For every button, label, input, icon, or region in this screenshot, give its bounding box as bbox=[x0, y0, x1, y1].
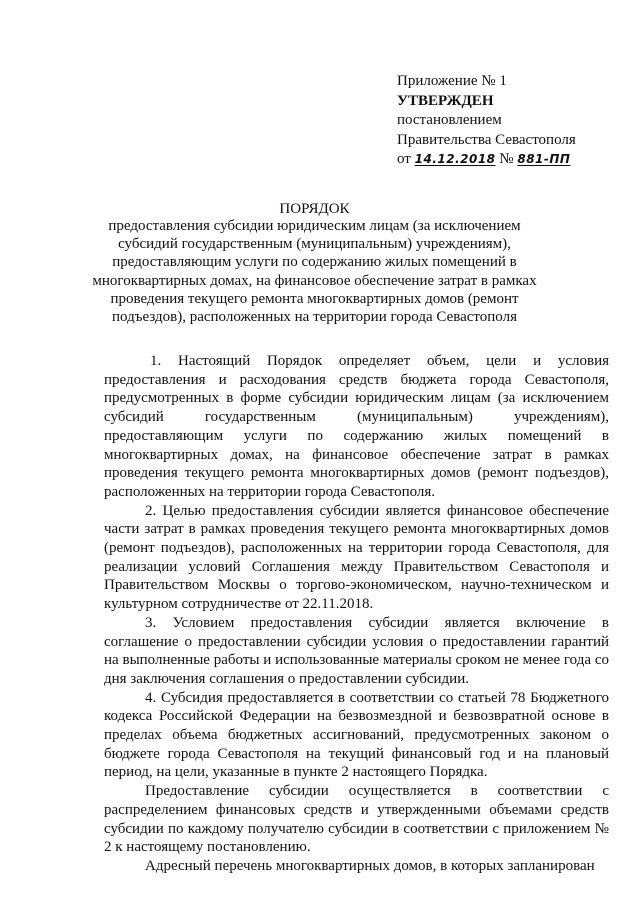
handwritten-number: 881-ПП bbox=[517, 152, 571, 167]
paragraph-address-list: Адресный перечень многоквартирных домов, в которых запланирован bbox=[145, 857, 595, 874]
paragraph-4-continued: Предоставление субсидии осуществляется в соответствии с распределением финансовых средств и утвержденными объемами средств субсидии по каждому получателю субсидии в соответствии с приложением № 2 к настоящему постановлению. bbox=[104, 783, 609, 856]
appendix-label: Приложение № 1 bbox=[397, 73, 507, 89]
paragraph-3: 3. Условием предоставления субсидии является включение в соглашение о предоставлении субсидии условия о предоставлении гарантий на выполненные работы и использованные материалы сроком не менее года со дня заключения соглашения о предоставлении субсидии. bbox=[104, 614, 609, 687]
date-prefix: от bbox=[397, 151, 411, 168]
document-subtitle: предоставления субсидии юридическим лицам (за исключением субсидий государственным (муниципальным) учреждениям), предоставляющим услуги по содержанию жилых помещений в многоквартирных домах, на финансовое обеспечение затрат в рамках проведения текущего ремонта многоквартирных домов (ремонт подъездов), расположенных на территории города Севастополя bbox=[92, 218, 537, 326]
handwritten-date: 14.12.2018 bbox=[414, 152, 496, 167]
document-title: ПОРЯДОК bbox=[279, 201, 350, 217]
approval-block bbox=[397, 72, 576, 170]
paragraph-2: 2. Целью предоставления субсидии является финансовое обеспечение части затрат в рамках проведения текущего ремонта многоквартирных домов (ремонт подъездов), расположенных на территории города Севастополя, для реализации условий Соглашения между Правительством Севастополя и Правительством Москвы о торгово-экономическом, научно-техническом и культурном сотрудничестве от 22.11.2018. bbox=[104, 502, 609, 613]
number-prefix: № bbox=[499, 151, 514, 168]
government-label: Правительства Севастополя bbox=[397, 131, 576, 148]
resolution-date-line bbox=[397, 150, 576, 170]
resolution-label: постановлением bbox=[397, 112, 502, 129]
paragraph-1: 1. Настоящий Порядок определяет объем, цели и условия предоставления и расходования средств бюджета города Севастополя, предусмотренных в форме субсидии юридическим лицам (за исключением субсидий государственным (муниципальным) учреждениям), предоставляющим услуги по содержанию жилых помещений в многоквартирных домах, на финансовое обеспечение затрат в рамках проведения текущего ремонта многоквартирных домов (ремонт подъездов), расположенных на территории города Севастополя. bbox=[104, 353, 609, 500]
paragraph-4: 4. Субсидия предоставляется в соответствии со статьей 78 Бюджетного кодекса Российской Федерации на безвозмездной и безвозвратной основе в пределах объема бюджетных ассигнований, предусмотренных законом о бюджете города Севастополя на текущий финансовый год и на плановый период, на цели, указанные в пункте 2 настоящего Порядка. bbox=[104, 689, 609, 781]
approved-label: УТВЕРЖДЕН bbox=[397, 92, 494, 109]
document-body bbox=[104, 352, 609, 876]
